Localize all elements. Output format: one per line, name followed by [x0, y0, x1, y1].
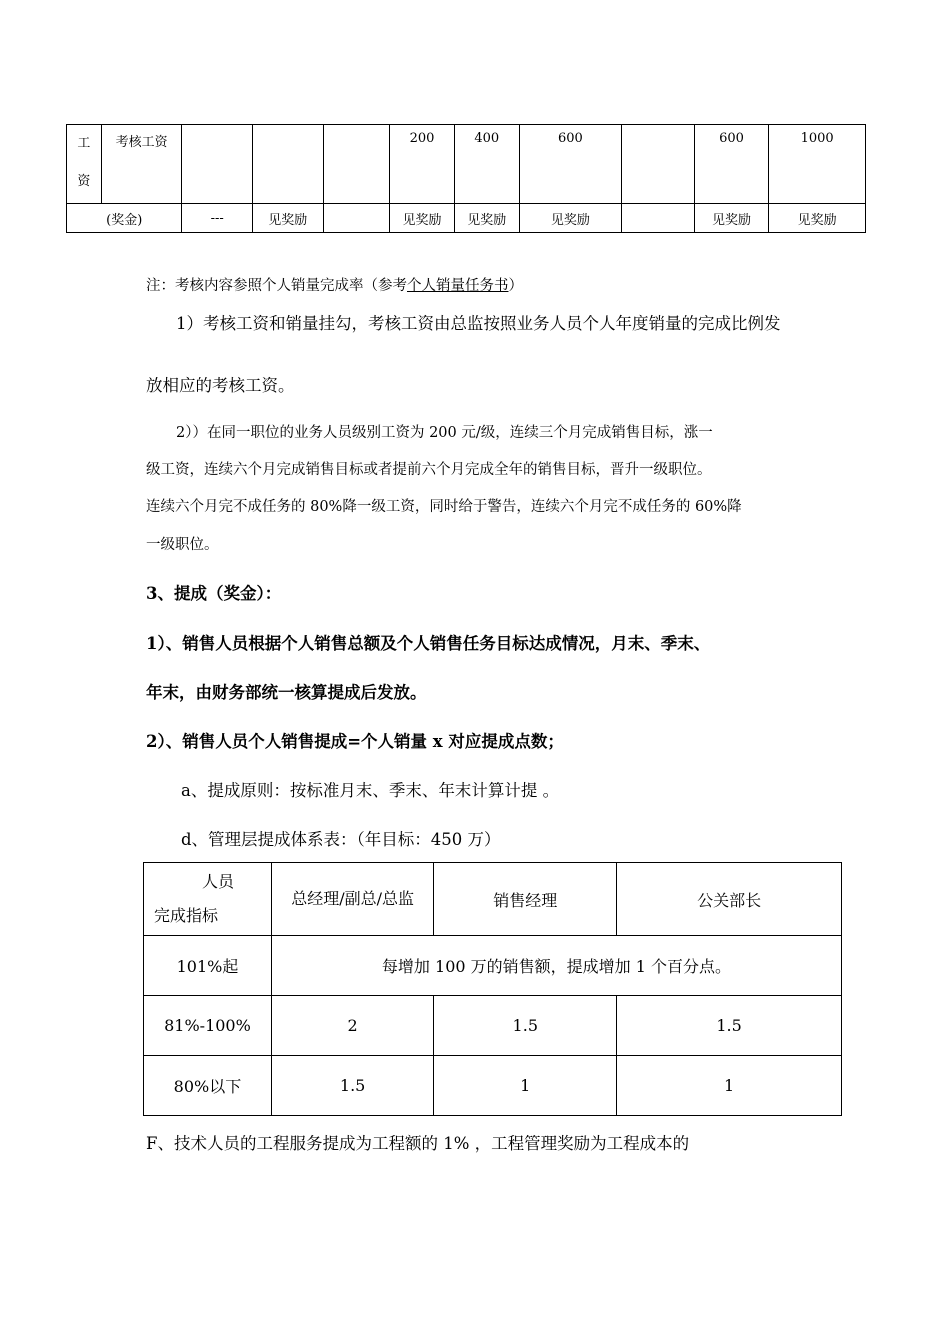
para2-line4: 一级职位。 [146, 537, 219, 553]
table-cell: --- [182, 204, 253, 233]
table-cell: 见奖励 [694, 204, 769, 233]
header-col1-text: 总经理/副总/总监 [291, 889, 415, 908]
table-cell [323, 125, 390, 204]
table-row [144, 936, 842, 996]
footer-line: F、技术人员的工程服务提成为工程额的 1% ，工程管理奖励为工程成本的 [146, 1134, 690, 1153]
table-row [67, 204, 866, 233]
table-cell: 2 [271, 996, 433, 1056]
management-commission-table [143, 862, 842, 1116]
table-cell [323, 204, 390, 233]
merged-cell: 每增加 100 万的销售额，提成增加 1 个百分点。 [271, 936, 841, 996]
note-prefix: 注：考核内容参照个人销量完成率（参考 [146, 278, 407, 294]
table-cell: 1.5 [434, 996, 617, 1056]
table-cell [622, 204, 695, 233]
section3-item-d: d、管理层提成体系表：（年目标：450 万） [181, 830, 501, 849]
row-label-top: 工 [77, 136, 91, 151]
row-label-bottom: 资 [77, 174, 91, 189]
table-cell: 400 [454, 125, 519, 204]
table-cell: 1000 [769, 125, 866, 204]
section3-item1-line2: 年末，由财务部统一核算提成后发放。 [146, 683, 427, 702]
table-cell: 600 [519, 125, 621, 204]
table-cell: 1.5 [617, 996, 842, 1056]
row-label-cell [67, 125, 102, 204]
table-cell [622, 125, 695, 204]
para2-line1: 2））在同一职位的业务人员级别工资为 200 元/级，连续三个月完成销售目标，涨一 [176, 425, 713, 441]
table-cell: 见奖励 [454, 204, 519, 233]
table-row [144, 1056, 842, 1116]
section3-item1-line1: 1）、销售人员根据个人销售总额及个人销售任务目标达成情况，月末、季末、 [146, 634, 711, 653]
table-cell [252, 125, 323, 204]
table-row [144, 996, 842, 1056]
table-cell: 见奖励 [769, 204, 866, 233]
table-cell: 见奖励 [519, 204, 621, 233]
table-cell: 见奖励 [252, 204, 323, 233]
table-cell: 见奖励 [390, 204, 455, 233]
header-col3: 公关部长 [617, 863, 842, 936]
table-cell: 600 [694, 125, 769, 204]
section3-item2: 2）、销售人员个人销售提成=个人销量 x 对应提成点数； [146, 732, 564, 751]
table-cell: 1 [434, 1056, 617, 1116]
table-header-row [144, 863, 842, 936]
header-corner-bottom: 完成指标 [154, 906, 219, 925]
header-corner-top: 人员 [202, 872, 235, 891]
row-label: 81%-100% [144, 996, 272, 1056]
header-corner-cell [144, 863, 272, 936]
table-cell: 200 [390, 125, 455, 204]
row-label: 101%起 [144, 936, 272, 996]
salary-table [66, 124, 866, 233]
para2-line2: 级工资，连续六个月完成销售目标或者提前六个月完成全年的销售目标，晋升一级职位。 [146, 462, 712, 478]
note-suffix: ） [508, 278, 523, 294]
table-cell: 1.5 [271, 1056, 433, 1116]
para2-line3: 连续六个月完不成任务的 80%降一级工资，同时给于警告，连续六个月完不成任务的 60%降 [146, 499, 742, 515]
table-cell [182, 125, 253, 204]
section3-heading: 3、提成（奖金）： [146, 584, 282, 603]
item-cell: 考核工资 [101, 125, 182, 204]
row-label-cell: (奖金) [67, 204, 182, 233]
section3-item-a: a、提成原则：按标准月末、季末、年末计算计提 。 [181, 781, 560, 800]
table-cell: 1 [617, 1056, 842, 1116]
note-link: 个人销量任务书 [407, 278, 509, 294]
row-label: 80%以下 [144, 1056, 272, 1116]
note-line [146, 274, 523, 295]
header-col1 [271, 863, 433, 936]
table-row [67, 125, 866, 204]
para1-line2: 放相应的考核工资。 [146, 376, 295, 395]
header-col2: 销售经理 [434, 863, 617, 936]
para1-line1: 1）考核工资和销量挂勾，考核工资由总监按照业务人员个人年度销量的完成比例发 [176, 314, 781, 333]
